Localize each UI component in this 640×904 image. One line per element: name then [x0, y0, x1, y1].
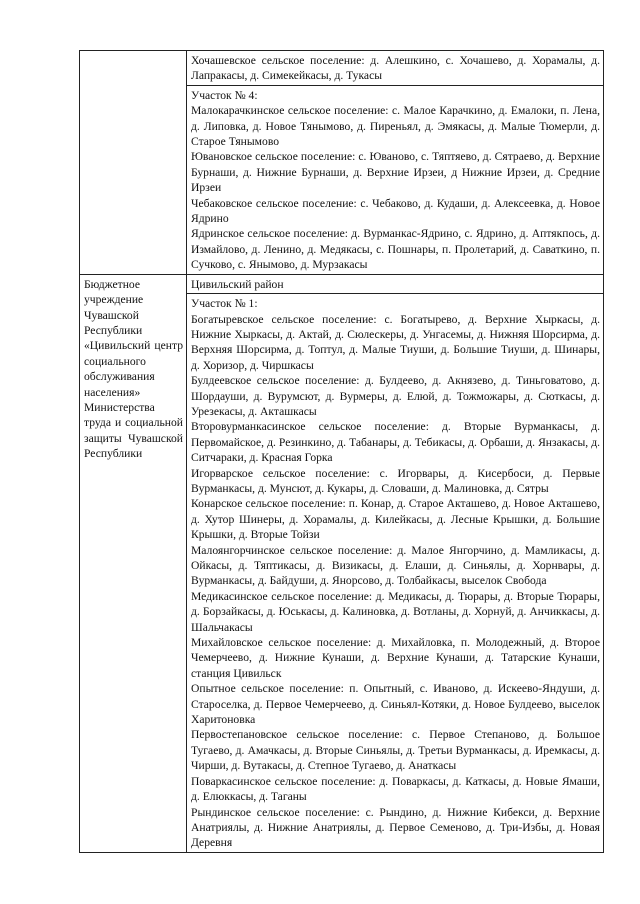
area-paragraph: Булдеевское сельское поселение: д. Булдеево, д. Акнязево, д. Тиньговатово, д. Шордауши, д. Вурумсют, д. Вурмеры, д. Елюй, д. Тожможары, д. Сюткасы, д. Урезекасы, д. Акташкасы	[191, 374, 600, 418]
district-heading: Участок № 1:	[191, 297, 258, 311]
area-paragraph: Опытное сельское поселение: п. Опытный, с. Иваново, д. Искеево-Яндуши, д. Староселка, д. Первое Чемерчеево, д. Синьял-Котяки, д. Новое Булдеево, выселок Харитоновка	[191, 682, 600, 727]
area-paragraph: Ювановское сельское поселение: с. Юваново, с. Тяптяево, д. Сятраево, д. Верхние Бурнаши, д. Нижние Бурнаши, д. Верхние Ирзеи, д Нижние Ирзеи, д. Средние Ирзеи	[191, 150, 600, 195]
settlements-table	[79, 50, 604, 853]
org-cell	[80, 274, 187, 852]
area-paragraph: Рындинское сельское поселение: с. Рындино, д. Нижние Кибекси, д. Верхние Анатриялы, д. Нижние Анатриялы, д. Первое Семеново, д. Три-Избы, д. Новая Деревня	[191, 805, 600, 850]
org-text: Бюджетное учреждение Чувашской Республики «Цивильский центр социального обслуживания населения» Министерства труда и социальной защиты Чувашской Республики	[84, 277, 183, 461]
district-cell	[187, 274, 604, 293]
org-cell	[80, 51, 187, 275]
area-cell	[187, 85, 604, 274]
district-heading: Участок № 4:	[191, 88, 258, 102]
area-paragraph: Игорварское сельское поселение: с. Игорвары, д. Кисербоси, д. Первые Вурманкасы, д. Мунсют, д. Кукары, д. Словаши, д. Малиновка, д. Сятры	[191, 466, 600, 495]
area-paragraph: Чебаковское сельское поселение: с. Чебаково, д. Кудаши, д. Алексеевка, д. Новое Ядрино	[191, 196, 600, 226]
area-paragraph: Поваркасинское сельское поселение: д. Поваркасы, д. Каткасы, д. Новые Ямаши, д. Елюккасы, д. Таганы	[191, 774, 600, 804]
area-paragraph: Первостепановское сельское поселение: с. Первое Степаново, д. Большое Тугаево, д. Амачкасы, д. Вторые Синьялы, д. Третьи Вурманкасы, д. Иремкасы, д. Чирши, д. Вутакасы, д. Степное Тугаево, д. Анаткасы	[191, 728, 600, 773]
area-cell	[187, 294, 604, 853]
area-paragraph: Медикасинское сельское поселение: д. Медикасы, д. Тюрары, д. Вторые Тюрары, д. Борзайкасы, д. Юськасы, д. Калиновка, д. Вотланы, д. Хорнуй, д. Анчиккасы, д. Шальчакасы	[191, 589, 600, 634]
district-name: Цивильский район	[191, 277, 284, 291]
table-row	[80, 51, 604, 86]
area-paragraph: Малокарачкинское сельское поселение: с. Малое Карачкино, д. Емалоки, п. Лена, д. Липовка, д. Новое Тянымово, д. Пиреньял, д. Эмякасы, д. Малые Тюмерли, д. Старое Тянымово	[191, 104, 600, 149]
area-paragraph: Конарское сельское поселение: п. Конар, д. Старое Акташево, д. Новое Акташево, д. Хутор Шинеры, д. Хорамалы, д. Килейкасы, д. Лесные Крышки, д. Большие Крышки, д. Вторые Тойзи	[191, 497, 600, 542]
area-paragraph: Богатыревское сельское поселение: с. Богатырево, д. Верхние Хыркасы, д. Нижние Хыркасы, д. Актай, д. Сюлескеры, д. Унгасемы, д. Нижняя Шорсирма, д. Верхняя Шорсирма, д. Топтул, д. Малые Тиуши, д. Большие Тиуши, д. Шинары, д. Хоризор, д. Чиршкасы	[191, 312, 600, 372]
area-cell	[187, 51, 604, 86]
area-paragraph: Малоянгорчинское сельское поселение: д. Малое Янгорчино, д. Мамликасы, д. Ойкасы, д. Тяптикасы, д. Визикасы, д. Елаши, д. Синьялы, д. Хорнвары, д. Вурманкасы, д. Байдуши, д. Янорсово, д. Толбайкасы, выселок Свобода	[191, 543, 600, 588]
table-row	[80, 274, 604, 293]
area-paragraph: Второвурманкасинское сельское поселение: д. Вторые Вурманкасы, д. Первомайское, д. Резинкино, д. Табанары, д. Тебикасы, д. Орбаши, д. Янзакасы, д. Ситчараки, д. Красная Горка	[191, 420, 600, 465]
area-paragraph: Ядринское сельское поселение: д. Вурманкас-Ядрино, с. Ядрино, д. Аптякпось, д. Измайлово, д. Ленино, д. Медякасы, с. Пошнары, п. Пролетарий, д. Саваткино, п. Сучково, с. Янымово, д. Мурзакасы	[191, 227, 600, 272]
area-paragraph: Михайловское сельское поселение: д. Михайловка, п. Молодежный, д. Второе Чемерчеево, д. Нижние Кунаши, д. Верхние Кунаши, д. Татарские Кунаши, станция Цивильск	[191, 636, 600, 680]
area-paragraph: Хочашевское сельское поселение: д. Алешкино, с. Хочашево, д. Хорамалы, д. Лапракасы, д. Симекейкасы, д. Тукасы	[191, 54, 600, 83]
